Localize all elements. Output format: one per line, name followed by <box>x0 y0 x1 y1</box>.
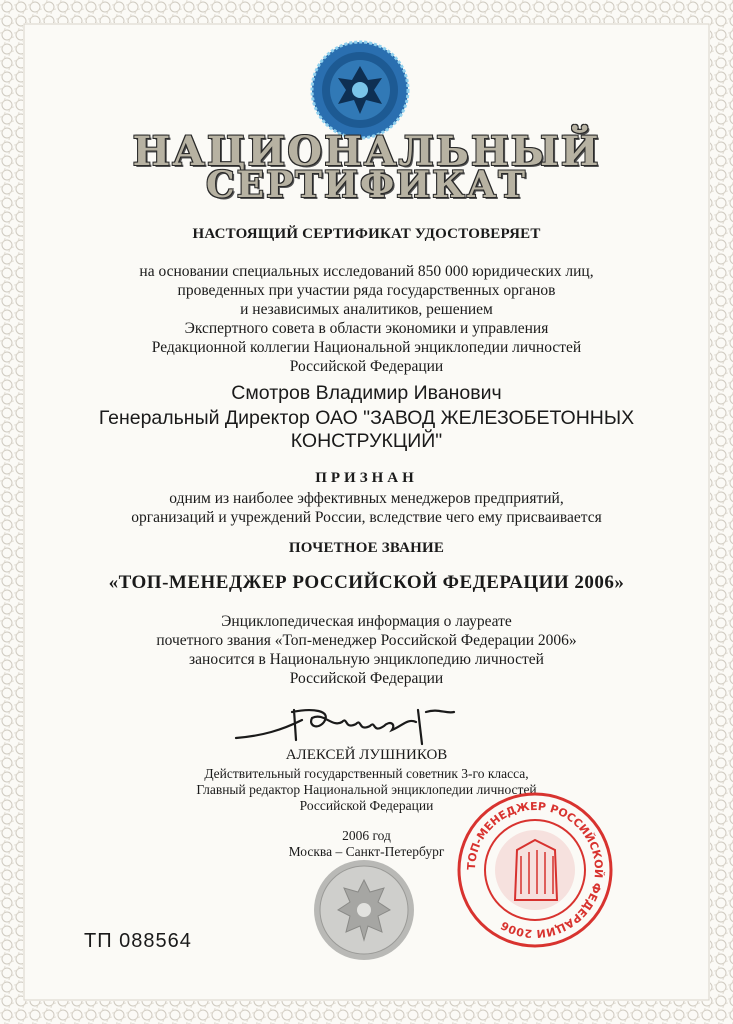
basis-line: Российской Федерации <box>289 358 444 375</box>
basis-line: проведенных при участии ряда государственных органов <box>177 282 556 299</box>
recognized-heading: ПРИЗНАН <box>315 470 418 486</box>
honorary-title: «ТОП-МЕНЕДЖЕР РОССИЙСКОЙ ФЕДЕРАЦИИ 2006» <box>108 572 625 593</box>
issue-year: 2006 год <box>342 828 391 843</box>
basis-line: Экспертного совета в области экономики и управления <box>184 320 549 337</box>
honorary-title-heading: ПОЧЕТНОЕ ЗВАНИЕ <box>288 540 445 556</box>
basis-line: на основании специальных исследований 850 000 юридических лиц, <box>139 263 594 280</box>
serial-number: ТП 088564 <box>84 930 192 952</box>
recognized-line: организаций и учреждений России, вследствие чего ему присваивается <box>131 509 602 526</box>
recipient-position-line-1: Генеральный Директор ОАО "ЗАВОД ЖЕЛЕЗОБЕТОННЫХ <box>98 407 635 429</box>
recognized-line: одним из наиболее эффективных менеджеров предприятий, <box>169 490 564 507</box>
signatory-name: АЛЕКСЕЙ ЛУШНИКОВ <box>285 747 448 763</box>
title-line-2: СЕРТИФИКАТ <box>206 164 527 206</box>
certifies-heading: НАСТОЯЩИЙ СЕРТИФИКАТ УДОСТОВЕРЯЕТ <box>192 226 541 242</box>
encyclopedia-line: Российской Федерации <box>289 670 444 687</box>
basis-line: Редакционной коллегии Национальной энциклопедии личностей <box>151 339 582 356</box>
issue-cities: Москва – Санкт-Петербург <box>288 844 445 859</box>
encyclopedia-line: заносится в Национальную энциклопедию личностей <box>189 651 544 668</box>
recipient-position-line-2: КОНСТРУКЦИЙ" <box>290 430 443 452</box>
signatory-line: Российской Федерации <box>299 798 434 813</box>
hologram-emblem-icon <box>310 40 410 140</box>
title-line-1: НАЦИОНАЛЬНЫЙ <box>132 128 601 175</box>
stamp-text: ТОП-МЕНЕДЖЕР РОССИЙСКОЙ ФЕДЕРАЦИИ 2006 <box>464 799 606 941</box>
signature-image <box>232 700 472 750</box>
encyclopedia-line: почетного звания «Топ-менеджер Российской Федерации 2006» <box>156 632 577 649</box>
red-stamp-icon <box>455 790 615 950</box>
recipient-name: Смотров Владимир Иванович <box>231 382 502 404</box>
basis-line: и независимых аналитиков, решением <box>240 301 493 318</box>
signatory-line: Главный редактор Национальной энциклопедии личностей <box>196 782 537 797</box>
encyclopedia-line: Энциклопедическая информация о лауреате <box>221 613 512 630</box>
signatory-line: Действительный государственный советник 3-го класса, <box>204 766 529 781</box>
silver-seal-icon <box>312 858 416 962</box>
